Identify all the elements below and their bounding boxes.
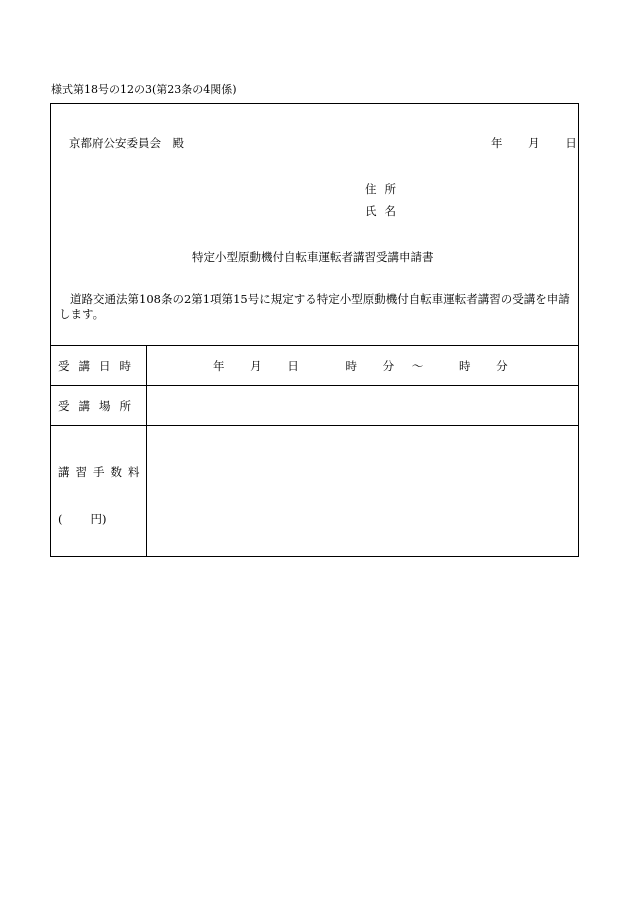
- dt-day: 日: [287, 359, 299, 373]
- dt-year: 年: [213, 359, 225, 373]
- date-day: 日: [565, 136, 577, 150]
- addressee: 京都府公安委員会 殿: [69, 136, 184, 150]
- label-cell: [51, 346, 147, 385]
- date-month: 月: [528, 136, 540, 150]
- address-label: 住所: [365, 182, 404, 196]
- course-fee-stamp-area[interactable]: [147, 426, 578, 556]
- dt-minute: 分: [382, 359, 395, 373]
- course-datetime-field[interactable]: [147, 346, 578, 385]
- fee-yen: 円): [90, 512, 107, 526]
- label-cell: [51, 386, 147, 425]
- application-form: [50, 103, 579, 557]
- fee-amount: [58, 511, 107, 527]
- table-row-course-fee: [51, 426, 578, 556]
- course-fee-label: 講習手数料: [58, 465, 146, 479]
- dt-hour-end: 時: [458, 359, 471, 373]
- submission-date: [491, 135, 577, 151]
- course-datetime-label: 受講日時: [58, 359, 140, 373]
- dt-hour: 時: [345, 359, 357, 373]
- date-year: 年: [491, 136, 503, 150]
- dt-month: 月: [250, 359, 262, 373]
- form-header-section: [51, 104, 578, 346]
- fee-paren-open: (: [58, 512, 63, 526]
- dt-minute-end: 分: [496, 359, 508, 373]
- label-cell: [51, 426, 147, 556]
- table-row-course-datetime: [51, 346, 578, 386]
- document-title: 特定小型原動機付自転車運転者講習受講申請書: [192, 250, 434, 264]
- table-row-course-location: [51, 386, 578, 426]
- course-location-label: 受講場所: [58, 399, 140, 413]
- application-statement: 道路交通法第108条の2第1項第15号に規定する特定小型原動機付自転車運転者講習の受講を申請します。: [59, 292, 570, 321]
- dt-tilde: ～: [411, 359, 424, 373]
- form-number: 様式第18号の12の3(第23条の4関係): [51, 83, 237, 96]
- datetime-fields: [213, 358, 508, 374]
- course-location-field[interactable]: [147, 386, 578, 425]
- name-label: 氏名: [365, 204, 404, 218]
